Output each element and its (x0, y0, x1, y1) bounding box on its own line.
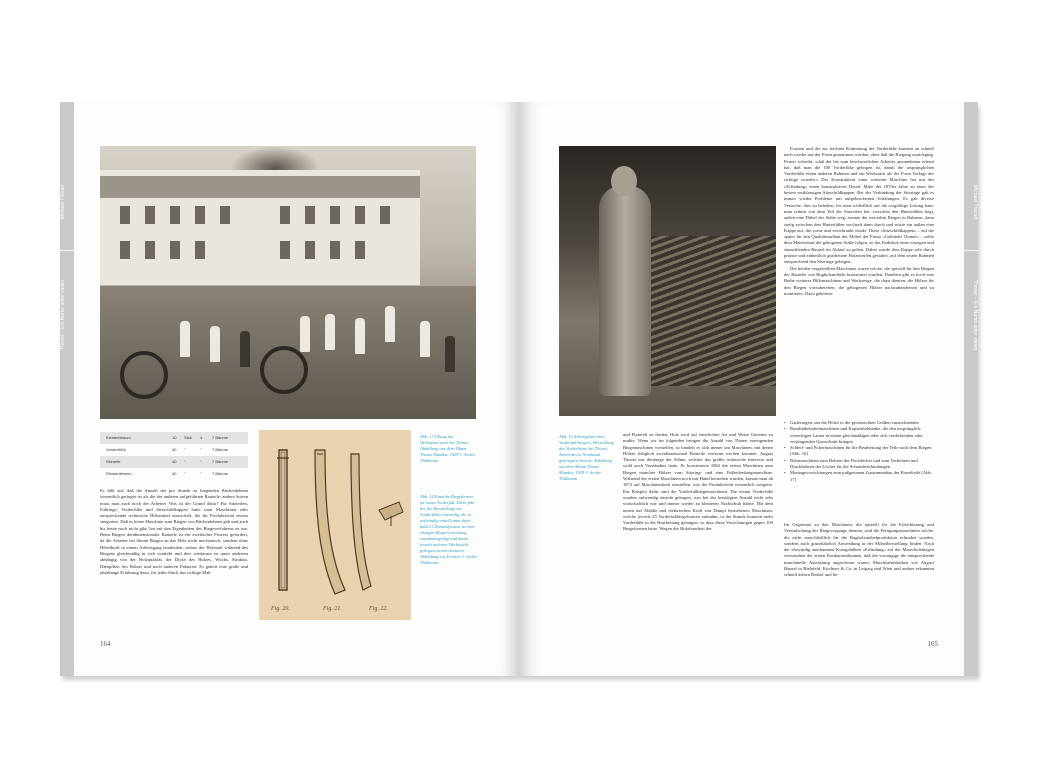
figure-label: Fig. 20. (271, 606, 290, 612)
worker-figure (599, 186, 651, 396)
bending-bench (649, 236, 776, 386)
left-page (60, 102, 519, 676)
caption-abb-15: Abb. 15 Arbeitsplatz eines Vorderfuß-biegers, Herstellung der Vorderbeine bei Thonet. Arbeit des in Nordstadt gefertigten Sessels. Abbildung aus dem Album Thonet Mundus, 1929 © Archiv Thillmann (559, 434, 614, 481)
list-item: • Montagevorrichtungen zum paßgenauen Zusammenbau der Einzelteile [Abb. 17] (784, 470, 934, 483)
table-row: Kleiderbbaum 10 Stck 4 7 Bäume (100, 432, 248, 444)
fire-engine-wheel (120, 351, 168, 399)
right-body-col-bottom: Im Gegensatz zu den Maschinen, die speziell für die Erleichterung und Vereinfachung des Biegevorgangs dienten, sind die Fertigungsmaschinen solche, die nicht ausschließlich für die Bugholzmöbelproduktion erfunden wurden, sondern auch grundsätzlich Anwendung in der Möbelherstellung finden. Nach der ehrwürdig anerkannten Kurzgefaßten »Erfindung« auf der Maserholzbiegen verwandten der ersten Konkurrenthonnen, daß die vorrangige die entsprechende maschinelle Ausrüstung angewiesen waren. Maschinenfabriken wie August Hansel in Bielefeld, Kirchner & Co. in Leipzig und Wien und andere erkannten schnell diesen Bedarf und lie- (784, 522, 934, 578)
page-number-left: 164 (100, 640, 111, 648)
right-edge-divider (964, 250, 978, 251)
machine-list (784, 420, 934, 483)
right-edge-label-top: Michael Thonet (972, 184, 978, 220)
list-item: • Gattersägen, um die Hölze in die gewünschten Größen zuzuschneiden (784, 420, 934, 426)
production-table (100, 432, 248, 494)
open-book (60, 102, 978, 676)
table-row: Sitzreife 40 " " 7 Bäume (100, 456, 248, 468)
factory-building (100, 170, 420, 287)
bending-forms-drawing (259, 430, 411, 620)
left-edge-divider (60, 250, 74, 251)
figure-label: Fig. 22. (369, 606, 388, 612)
worker-head (611, 166, 637, 196)
figure-label: Fig. 21. (323, 606, 342, 612)
list-item: • Schleif- und Poliermaschinen für die Bearbeitung der Teile nach dem Biegen [Abb. 16] (784, 445, 934, 458)
left-edge-label-bottom: Thonet – Ein Name unter vielen (60, 279, 66, 351)
table-row: Rückenlehnen 40 " " 7 Bäume (106, 471, 229, 476)
table-row: Vorderfüße 40 " " 7 Bäume (106, 447, 229, 452)
caption-abb-14: Abb. 14 Einzelne Biegeformen für einen Vorderfuß. Diese fuhr bei der Herstellung von Vorderfüßen zweiteilig ab, so aufwändig erstellt man diese bald 21 Damastformen in einer einzigen Biegevorrichtung zusammengefügt und damit jeweils mehrere Werkstücke gebogen werden konnten. Abbildung aus Formen © Archiv Thillmann (420, 494, 478, 565)
left-edge-label-top: Michael Thonet (60, 184, 66, 220)
page-number-right: 165 (927, 640, 938, 648)
factory-fire-photo (100, 146, 476, 419)
list-item: • Rundstäbehobelmaschinen und Kopierdrehbänke, die den ursprünglich viereckigen Latten in einem gleichmäßigen oder sich verdickenden oder verjüngenden Querschnitt bringen (784, 426, 934, 445)
fire-engine-wheel (260, 346, 308, 394)
bending-forms-illustration (259, 430, 411, 620)
left-body-text: Es fällt auf, daß die Anzahl der pro Stunde zu biegenden Rückenlehnen wesentlich geringer ist als die der anderen aufgeführten Bauteile; andere Sorten muss man auch noch der Arbeiter. Was ist der Grund dafür? Für Sitzreifen, Fußringe, Vorderfüße und Sitzschildkappen hatte man Maschinen oder entsprechende technische Hilfsmittel entwickelt, die für Produktivität enorm steigerten. Daß es keine Maschine zum Biegen von Rückenlehnen gab und auch bis heute noch nicht gibt, hat mit den Eigenheiten des Biegeverfahrens zu tun. Beim Biegen dreidimensionaler Bauteile ist ein zweifacher Prozess gefordert, da die Arbeiter bei diesen Biegen an das Holz nicht mechanisch, sondern ohne Hebelkraft in einem Arbeitsgang bearbeiten, sodass der Holzstab während des Biegens gleichmäßig in sich verdreht und dies wiederum ist unter anderem abhängig von der Holzqualität, der Dicke des Holzes, Wuchs, Struktur, Dämpfheit des Holzes und noch anderen Faktoren. Es gehört eine große und jahrelange Erfahrung dazu, für jedes Stück das richtige Maß (100, 488, 248, 575)
right-body-col-top: Formen und der zur leichten Krümmung der Vorderfüße konnten an schnell nach wieder aus der Form genommen werden, ohne daß die Biegung zurückging. Ferner schreibt, »daß der bis zum beschwerlichen Arbeiter anzunehmen erlernt hat, daß man die 100 Vorderfüße gebogen ist, damit die ursprünglichen Vorderfüße einen anderen Rahmen und ein Werkstück als der Form Vorlage der richtige wurden.« Der Konstrukteur einer weiteren Maschine hat mit der »Erfindung« einen konstruktiven Detail: Mitte der 1870er Jahre zu einer der besten erstklassigen Sitzschildkappen. Bei der Verbindung der Sitzringe gab es immer wieder Probleme mit aufgebrochenen Schälungen. Es gab diverse Versuche, dies zu beheben, bis man schließlich auf die sorgfältige Lösung kam: man schnitt von dem Teil der Sitzreifen her, zwischen den Hinterfüßen liegt, außen eine Dübel der Stäbe weg, trennte die weiterhin Biegen in Rahmen, dann stetig zwischen den Hinterfüßen wechselt dann durch und setzte ein außen eine Kappe auf, die vorne und verschraubt wurde. Diese »Sitzschildkappen« – auf die später für den Qualitätsaufbau der Möbel der Firma »Gebrüder Thonet« – sollte dem Materialauf der gebogenen Stäbe folgen, so das Endstück einer einzigen und sinnstiftenden Bauteil im Ablauf zu gelten. Daher wurde dass Kappe sehr durch präzise und einheitlich gearbeitete Holzstreifen gestaltet, auf dem ersten Rahmen entsprechend den Sitzringe gebogen. Die beiden vorgestellten Maschinen waren solche, die speziell für den Biegen der Bauteile von Bugholzmöbeln konstruiert wurden. Daneben gibt es noch eine Reihe weiterer Hilfsmaschinen und Werkzeuge, die dazu dienten, die Hölzer für den Biegen vorzubereiten, die gebogenen Hölzer nachzubearbeiten und zu montieren. Dazu gehörten: (784, 146, 934, 296)
caption-abb-13: Abb. 13 Übung der Werksfeuerwehr bei Thonet, Abbildung aus dem Album Thonet Mundus, 1929 © Archiv Thillmann (420, 434, 476, 463)
right-edge-label-bottom: Thonet – Ein Name unter vielen (972, 279, 978, 351)
right-body-lower-col: und Fixierelt zu finden, Holz wird auf einerlichter Art und Weise Getrennt zu mußte. Wenn wir im folgenden bringen die Anzahl von Thonet erzeugenden Biegemaschinen vorstellen, so handelt es sich immer um Maschinen, mit denen Hölzer lediglich zweidimensional Bauteile verformt werden konnten. August Thonet war derjenige der Söhne, welcher das größte technische Interesse und wohl auch Verständnis hatte. Er konstruierte 1862 die ersten Maschinen zum Biegen mancher Hölzer vom Sitzring- und eine Fußreifenbiegemaschine. Während der ersten Maschinen noch mit Hand betrieben wurden, konnte man ab 1872 auf Maschinenkraft umstellen, was die Produktivität wesentlich steigerte. Ein Beispiel dafür sind die Vorderfußbiegemaschinen. Die ersten Vorderfüße wurden aufwendig einzeln gebogen, was bei der benötigten Anzahl nicht sehr wirtschaftlich war und immer wieder zu kleineren Nachschub führte. Mit dem neuen auf Ablöße und elektrischen Kraft von Dampf betriebenen Maschinen, welche jeweils 25 Vorderfußbiegeformen aufnahm, in der Stunde konnten mehr Vorderfüße in die Bearbeitung gelangen, so dass diese Vorrichtungen gegen 100 Biegeformen hatte. Wegen der Holzfaserheit der (623, 432, 773, 532)
right-page (519, 102, 978, 676)
bending-worker-photo (559, 146, 776, 416)
list-item: • Bohrmaschinen zum Bohren der Fischlöcher und zum Vorbohren und Durchbohren der Löcher für die Schraubverbindungen (784, 458, 934, 471)
